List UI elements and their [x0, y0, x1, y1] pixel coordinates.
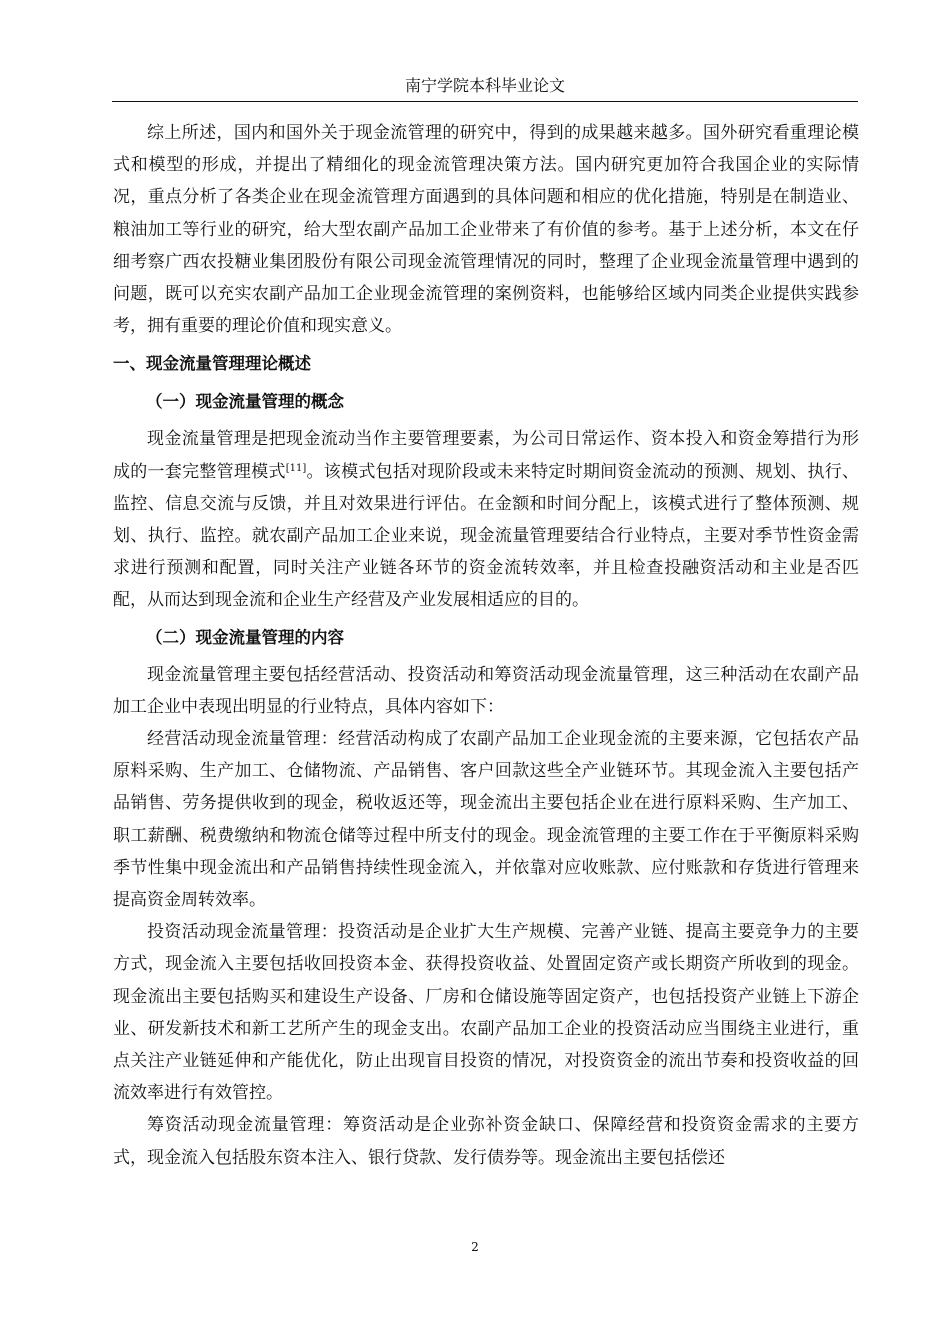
section-heading: 一、现金流量管理理论概述: [113, 354, 311, 374]
paragraph-text: 。该模式包括对现阶段或未来特定时期间资金流动的预测、规划、执行、监控、信息交流与反馈，并且对效果进行评估。在金额和时间分配上，该模式进行了整体预测、规划、执行、监控。就农副产品加工企业来说，现金流量管理要结合行业特点，主要对季节性资金需求进行预测和配置，同时关注产业链各环节的资金流转效率，并且检查投融资活动和主业是否匹配，从而达到现金流和企业生产经营及产业发展相适应的目的。: [113, 461, 860, 611]
paragraph-text: 现金流量管理是把现金流动当作主要管理要素，为公司日常运作、资本投入和资金筹措行为形成的一套完整管理模式: [113, 429, 859, 482]
header-divider: [112, 101, 858, 102]
page-number: 2: [471, 1240, 479, 1254]
body-paragraph: 综上所述，国内和国外关于现金流管理的研究中，得到的成果越来越多。国外研究看重理论模式和模型的形成，并提出了精细化的现金流管理决策方法。国内研究更加符合我国企业的实际情况，重点分析了各类企业在现金流管理方面遇到的具体问题和相应的优化措施，特别是在制造业、粮油加工等行业的研究，给大型农副产品加工企业带来了有价值的参考。基于上述分析，本文在仔细考察广西农投糖业集团股份有限公司现金流管理情况的同时，整理了企业现金流量管理中遇到的问题，既可以充实农副产品加工企业现金流管理的案例资料，也能够给区域内同类企业提供实践参考，拥有重要的理论价值和现实意义。: [113, 123, 859, 337]
body-paragraph: [113, 423, 859, 616]
body-paragraph: 投资活动现金流量管理：投资活动是企业扩大生产规模、完善产业链、提高主要竞争力的主要方式，现金流入主要包括收回投资本金、获得投资收益、处置固定资产或长期资产所收到的现金。现金流出主要包括购买和建设生产设备、厂房和仓储设施等固定资产，也包括投资产业链上下游企业、研发新技术和新工艺所产生的现金支出。农副产品加工企业的投资活动应当围绕主业进行，重点关注产业链延伸和产能优化，防止出现盲目投资的情况，对投资资金的流出节奏和投资收益的回流效率进行有效管控。: [113, 922, 859, 1104]
citation-reference: [11]: [285, 462, 307, 474]
subsection-heading: （二）现金流量管理的内容: [146, 627, 344, 647]
body-paragraph: 经营活动现金流量管理：经营活动构成了农副产品加工企业现金流的主要来源，它包括农产品原料采购、生产加工、仓储物流、产品销售、客户回款这些全产业链环节。其现金流入主要包括产品销售、劳务提供收到的现金，税收返还等，现金流出主要包括企业在进行原料采购、生产加工、职工薪酬、税费缴纳和物流仓储等过程中所支付的现金。现金流管理的主要工作在于平衡原料采购季节性集中现金流出和产品销售持续性现金流入，并依靠对应收账款、应付账款和存货进行管理来提高资金周转效率。: [113, 729, 859, 911]
body-paragraph: 现金流量管理主要包括经营活动、投资活动和筹资活动现金流量管理，这三种活动在农副产品加工企业中表现出明显的行业特点，具体内容如下：: [113, 664, 859, 717]
subsection-heading: （一）现金流量管理的概念: [146, 392, 344, 412]
body-paragraph: 筹资活动现金流量管理：筹资活动是企业弥补资金缺口、保障经营和投资资金需求的主要方式，现金流入包括股东资本注入、银行贷款、发行债券等。现金流出主要包括偿还: [113, 1115, 859, 1168]
page-body: [113, 117, 859, 1174]
page-header: 南宁学院本科毕业论文: [404, 76, 565, 95]
